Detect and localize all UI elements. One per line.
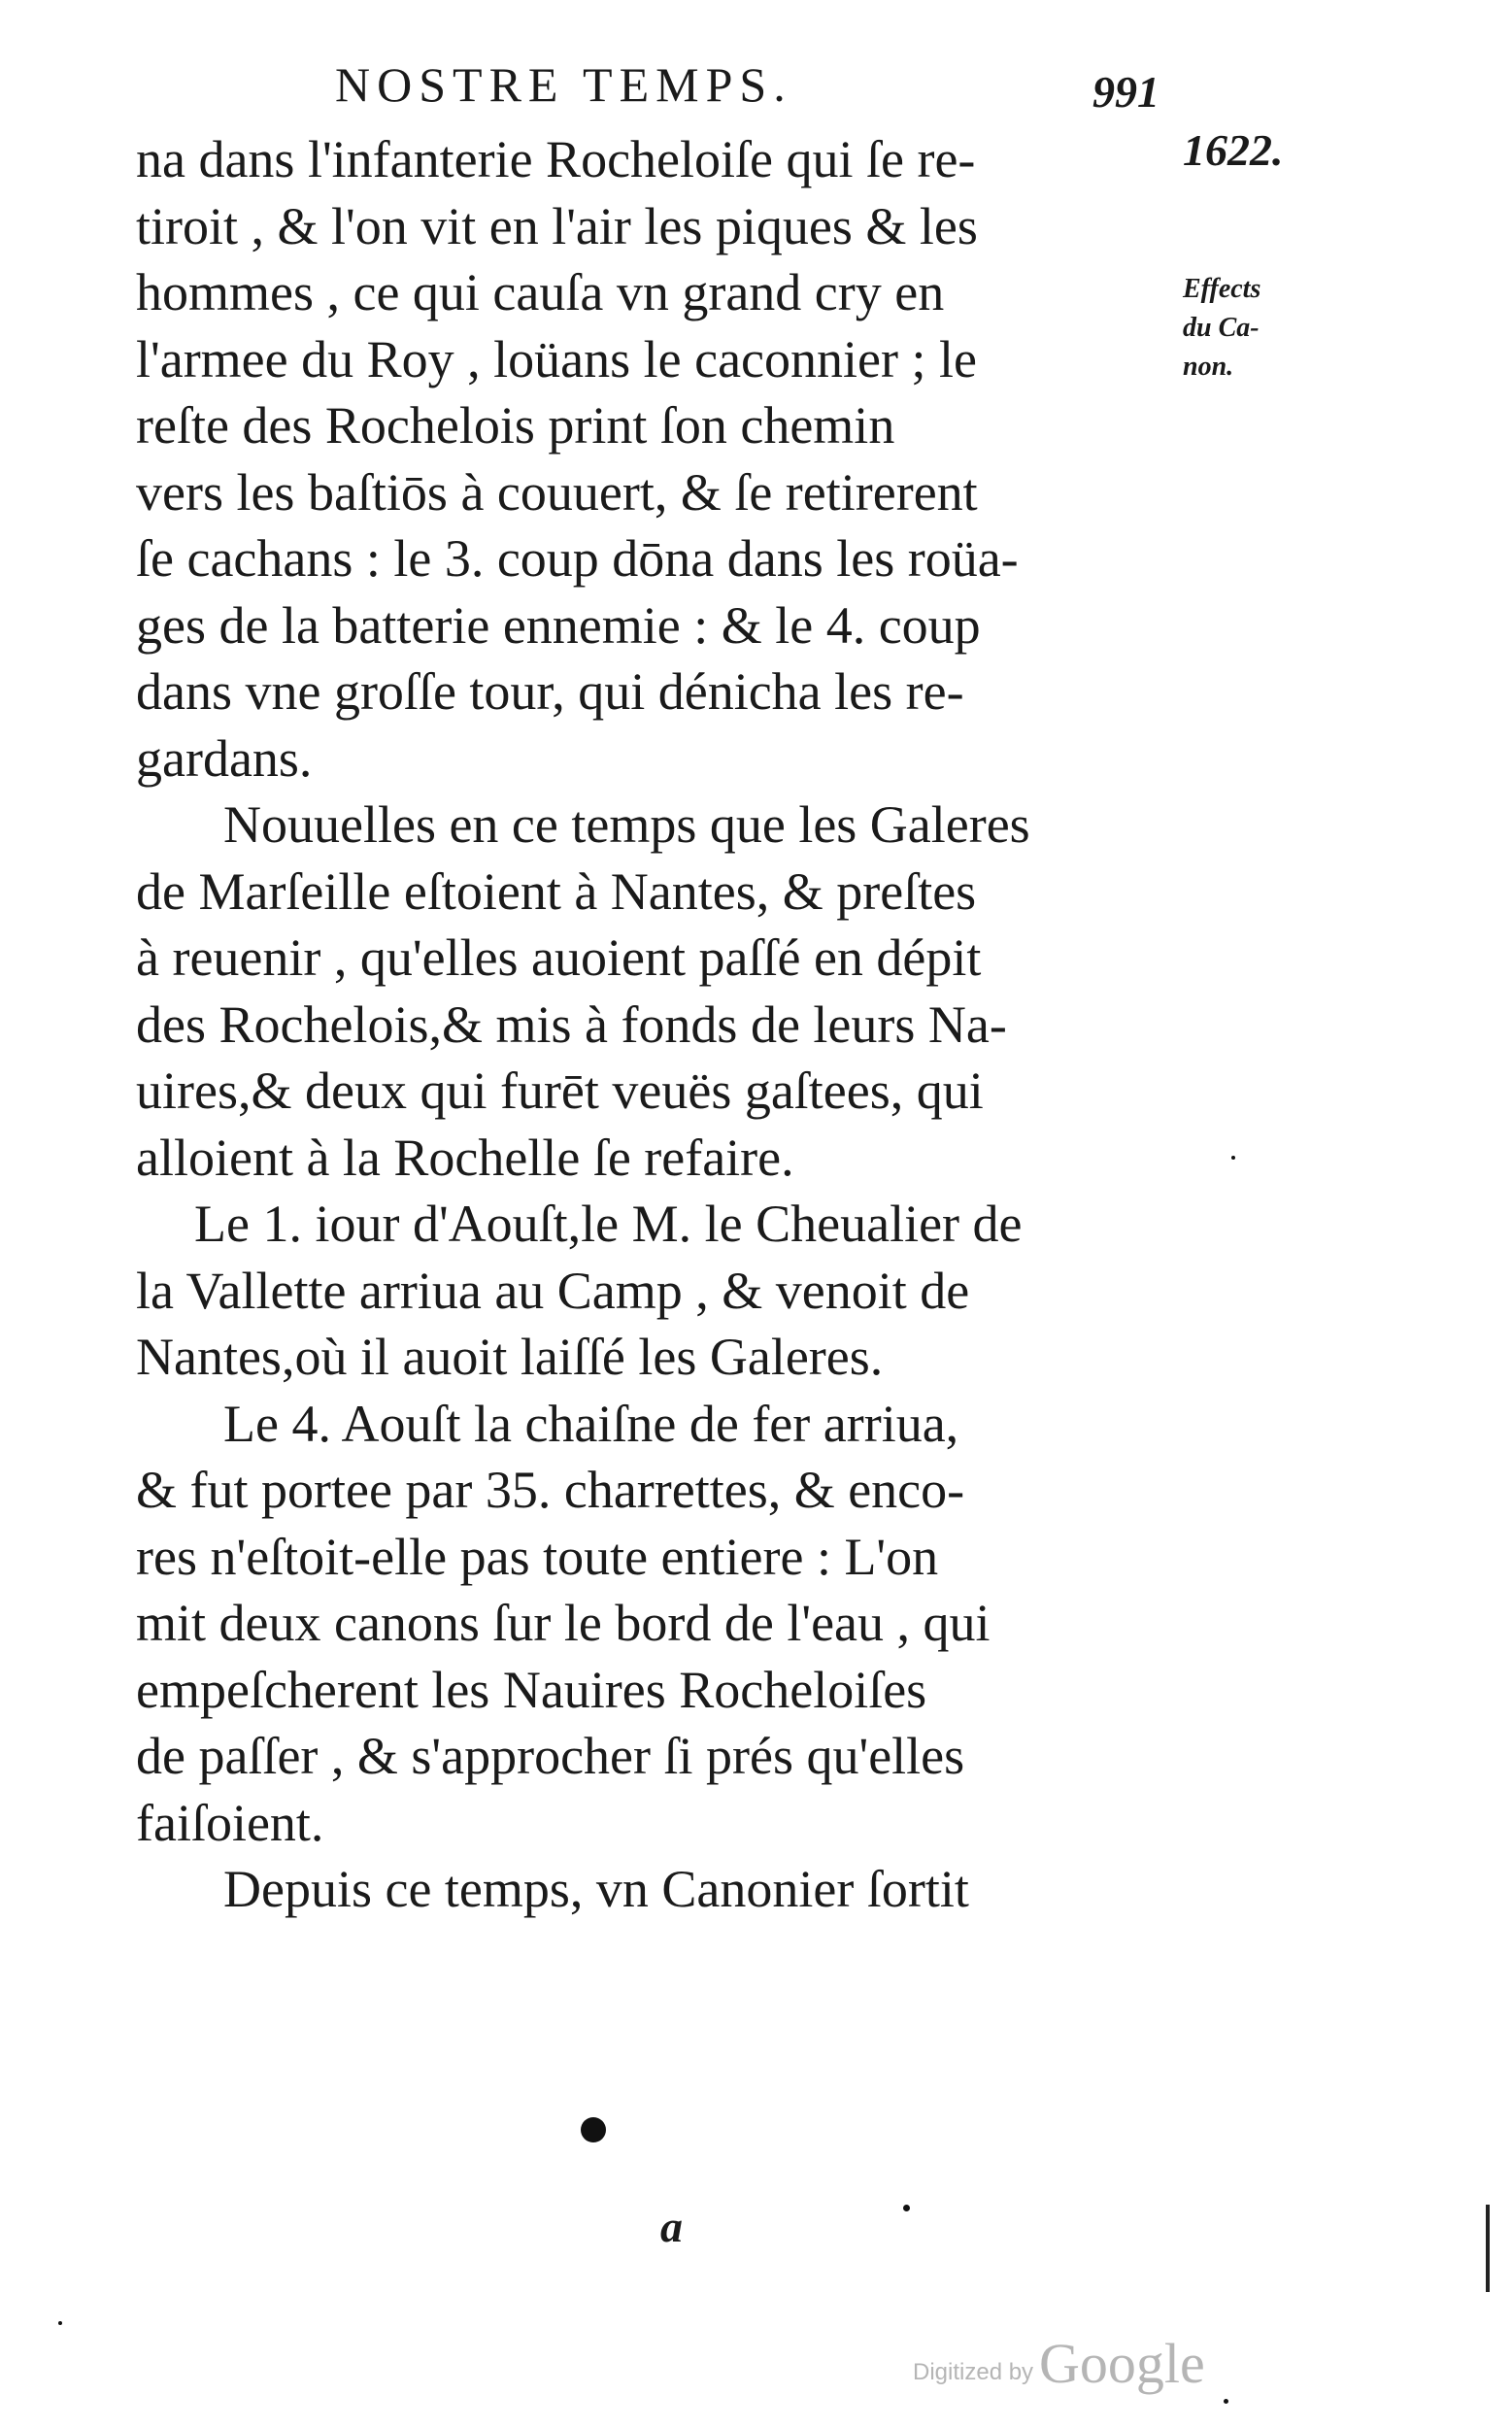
running-head: NOSTRE TEMPS. <box>335 57 792 112</box>
speck <box>58 2321 62 2325</box>
text-line: Le 4. Aouſt la chaiſne de fer arriua, <box>223 1394 959 1453</box>
scan-edge-mark <box>1486 2205 1490 2292</box>
digitized-watermark <box>913 2332 1205 2395</box>
text-line: vers les baſtiōs à couuert, & ſe retirerent <box>136 462 978 522</box>
text-line: Le 1. iour d'Aouſt,le M. le Cheualier de <box>194 1195 1023 1253</box>
text-line: la Vallette arriua au Camp , & venoit de <box>136 1261 970 1320</box>
text-line: Nantes,où il auoit laiſſé les Galeres. <box>136 1328 884 1386</box>
margin-year: 1622. <box>1183 125 1284 175</box>
text-line: & fut portee par 35. charrettes, & enco- <box>136 1461 965 1519</box>
speck <box>903 2205 910 2211</box>
body-text <box>136 126 1194 1923</box>
text-line: faiſoient. <box>136 1793 324 1852</box>
text-line: ſe cachans : le 3. coup dōna dans les roüa- <box>136 529 1019 588</box>
sidenote-line: non. <box>1183 352 1234 382</box>
text-line: dans vne groſſe tour, qui dénicha les re- <box>136 662 964 721</box>
text-line: empeſcherent les Nauires Rocheloiſes <box>136 1660 927 1719</box>
speck <box>1231 1156 1235 1160</box>
text-line: de paſſer , & s'approcher ſi prés qu'elles <box>136 1727 965 1785</box>
text-line: Nouuelles en ce temps que les Galeres <box>223 795 1030 854</box>
ornament-mark: ɑ <box>660 2202 683 2251</box>
text-line: hommes , ce qui cauſa vn grand cry en <box>136 263 945 321</box>
text-line: alloient à la Rochelle ſe refaire. <box>136 1128 794 1187</box>
text-line: tiroit , & l'on vit en l'air les piques & les <box>136 196 978 255</box>
margin-sidenote <box>1183 270 1309 387</box>
text-line: res n'eſtoit-elle pas toute entiere : L'on <box>136 1527 939 1586</box>
text-line: des Rochelois,& mis à fonds de leurs Na- <box>136 995 1007 1054</box>
text-line: ges de la batterie ennemie : & le 4. coup <box>136 595 981 655</box>
text-line: na dans l'infanterie Rocheloiſe qui ſe re- <box>136 130 976 188</box>
text-line: reſte des Rochelois print ſon chemin <box>136 396 895 455</box>
google-logo: Google <box>1039 2332 1205 2395</box>
text-line: uires,& deux qui furēt veuës gaſtees, qui <box>136 1062 984 1120</box>
text-line: de Marſeille eſtoient à Nantes, & preſtes <box>136 861 977 921</box>
text-line: mit deux canons ſur le bord de l'eau , qui <box>136 1594 991 1652</box>
text-line: l'armee du Roy , loüans le caconnier ; le <box>136 329 977 388</box>
sidenote-line: du Ca- <box>1183 313 1260 343</box>
text-line: Depuis ce temps, vn Canonier ſortit <box>223 1860 969 1918</box>
text-line: gardans. <box>136 728 313 788</box>
sidenote-line: Effects <box>1183 274 1261 304</box>
watermark-prefix: Digitized by <box>913 2359 1034 2385</box>
ink-dot <box>581 2117 606 2142</box>
speck <box>1224 2399 1228 2404</box>
text-line: à reuenir , qu'elles auoient paſſé en dépit <box>136 928 982 987</box>
page-number: 991 <box>1092 67 1159 117</box>
